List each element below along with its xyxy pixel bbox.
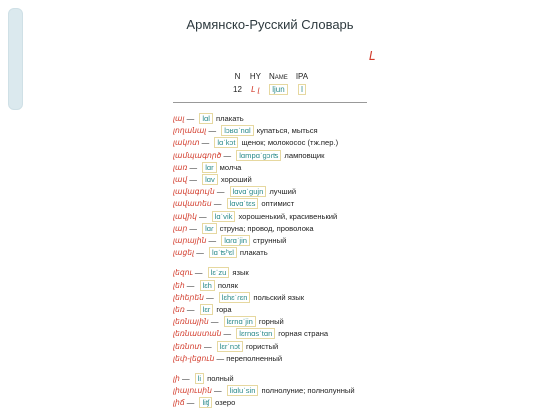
armenian-word: լարային (173, 236, 207, 246)
separator-dash: — (194, 248, 206, 258)
list-item (173, 150, 533, 162)
russian-translation: переполненный (226, 353, 283, 363)
letter-info-table (229, 70, 312, 96)
ipa-transcription: lɛˈzu (208, 267, 230, 278)
armenian-word: լար (173, 223, 188, 233)
list-item (173, 198, 533, 210)
cell-name-value: ljun (269, 84, 287, 95)
armenian-word: լիճ (173, 398, 185, 408)
russian-translation: горный (258, 317, 284, 327)
column-header-n: N (234, 72, 241, 81)
armenian-word: լավ (173, 175, 188, 185)
armenian-word: լեհ (173, 280, 185, 290)
list-item (173, 223, 533, 235)
separator-dash: — (208, 317, 221, 327)
dictionary-entries (173, 113, 533, 418)
cell-number: 12 (233, 85, 242, 94)
list-item (173, 174, 533, 186)
separator-dash: — (184, 398, 197, 408)
armenian-word: լեռնաստան (173, 329, 222, 339)
ipa-transcription: lɑˈkɔt (214, 137, 238, 148)
list-item (173, 385, 533, 397)
entry-group (173, 113, 533, 259)
cell-ipa (292, 83, 312, 96)
entry-group (173, 373, 533, 410)
ipa-transcription: liɑluˈsin (227, 385, 259, 396)
russian-translation: лучший (269, 187, 297, 197)
separator-dash: — (184, 114, 197, 123)
list-item (173, 397, 533, 409)
list-item (173, 353, 533, 365)
ipa-transcription: liʧ (199, 397, 212, 408)
russian-translation: ламповщик (284, 150, 325, 160)
entry-group (173, 267, 533, 365)
cell-letter: Լ լ (251, 85, 260, 94)
column-header-name: Name (269, 72, 288, 81)
list-item (173, 280, 533, 292)
ipa-transcription: lɑmpɑˈgɔɾʦ (236, 150, 281, 161)
separator-dash: — (206, 236, 219, 246)
ipa-transcription: lɑˈʦʰɛl (209, 247, 237, 258)
russian-translation: гора (216, 305, 232, 315)
divider (173, 102, 367, 103)
ipa-transcription: lɛh (200, 280, 215, 291)
ipa-transcription: lɛhɛˈɾɛn (219, 292, 251, 303)
russian-translation: молча (219, 162, 242, 172)
ipa-transcription: lɑvɑˈtɛs (227, 198, 259, 209)
armenian-word: լողանալ (173, 126, 207, 136)
separator-dash: — (211, 386, 224, 396)
ipa-transcription: lɛr (200, 304, 214, 315)
separator-dash: — (199, 138, 212, 148)
russian-translation: польский язык (253, 292, 305, 302)
armenian-word: լիալուսին (173, 386, 212, 396)
armenian-word: լեհերեն (173, 292, 204, 302)
ipa-transcription: lɑv (202, 174, 218, 185)
russian-translation: хороший (220, 175, 252, 185)
armenian-word: լառ (173, 162, 188, 172)
ipa-transcription: lɑɾɑˈjin (221, 235, 250, 246)
armenian-word: լալ (173, 114, 185, 123)
ipa-transcription: lɑl (199, 113, 213, 124)
armenian-word: լամպագործ (173, 150, 222, 160)
column-header-ipa: IPA (295, 72, 309, 81)
separator-dash: — (187, 175, 200, 185)
list-item (173, 247, 533, 259)
cell-ipa-value: l (298, 84, 306, 95)
list-item (173, 267, 533, 279)
ipa-transcription: lɛrnɑsˈtɑn (236, 328, 275, 339)
armenian-word: լեփ-լեցուն (173, 353, 215, 363)
separator-dash: — (184, 305, 197, 315)
russian-translation: горная страна (278, 329, 329, 339)
armenian-word: լեռ (173, 305, 185, 315)
sidebar-scroll-track[interactable] (0, 0, 22, 405)
russian-translation: полнолуние; полнолунный (261, 386, 355, 396)
list-item (173, 328, 533, 340)
armenian-word: լեռնային (173, 317, 209, 327)
separator-dash: — (187, 223, 200, 233)
separator-dash: — (184, 280, 197, 290)
letter-badge: Լ (369, 49, 376, 63)
armenian-word: լացել (173, 248, 195, 258)
russian-translation: гористый (246, 341, 279, 351)
ipa-transcription: lɑr (202, 162, 216, 173)
list-item (173, 316, 533, 328)
list-item (173, 162, 533, 174)
separator-dash: — (206, 126, 219, 136)
separator-dash: — (221, 150, 234, 160)
list-item (173, 304, 533, 316)
list-item (173, 125, 533, 137)
armenian-word: լեռնոտ (173, 341, 202, 351)
ipa-transcription: lɑɾ (202, 223, 216, 234)
armenian-word: լակոտ (173, 138, 200, 148)
russian-translation: оптимист (261, 199, 295, 209)
russian-translation: щенок; молокосос (тж.пер.) (241, 138, 339, 148)
list-item (173, 211, 533, 223)
russian-translation: полный (207, 374, 234, 384)
russian-translation: струнный (253, 236, 287, 246)
separator-dash: — (192, 268, 205, 278)
russian-translation: поляк (217, 280, 238, 290)
list-item (173, 235, 533, 247)
armenian-word: լավատես (173, 199, 212, 209)
armenian-word: լավիկ (173, 211, 197, 221)
ipa-transcription: lɛrˈnɔt (217, 341, 243, 352)
ipa-transcription: li (195, 373, 204, 384)
armenian-word: լի (173, 374, 180, 384)
separator-dash: — (203, 292, 216, 302)
separator-dash: — (187, 162, 200, 172)
russian-translation: хорошенький, красивенький (238, 211, 338, 221)
list-item (173, 113, 533, 125)
armenian-word: լեզու (173, 268, 193, 278)
page-title: Армянско-Русский Словарь (186, 17, 354, 32)
ipa-transcription: lɑˈvik (212, 211, 236, 222)
list-item (173, 341, 533, 353)
list-item (173, 292, 533, 304)
armenian-word: լավագույն (173, 187, 215, 197)
list-item (173, 137, 533, 149)
separator-dash: — (221, 329, 234, 339)
separator-dash: — (201, 341, 214, 351)
russian-translation: купаться, мыться (256, 126, 318, 136)
separator-dash: — (214, 187, 227, 197)
russian-translation: струна; провод, проволока (219, 223, 314, 233)
ipa-transcription: lɑvɑˈgujn (230, 186, 267, 197)
russian-translation: плакать (215, 114, 244, 123)
list-item (173, 373, 533, 385)
russian-translation: язык (232, 268, 249, 278)
separator-dash: — (196, 211, 209, 221)
list-item (173, 186, 533, 198)
separator-dash: — (211, 199, 224, 209)
ipa-transcription: lɔʁɑˈnɑl (221, 125, 253, 136)
russian-translation: плакать (239, 248, 268, 258)
separator-dash: — (214, 353, 227, 363)
russian-translation: озеро (215, 398, 236, 408)
separator-dash: — (179, 374, 192, 384)
ipa-transcription: lɛrnɑˈjin (224, 316, 256, 327)
column-header-hy: HY (249, 72, 262, 81)
cell-name (265, 83, 292, 96)
